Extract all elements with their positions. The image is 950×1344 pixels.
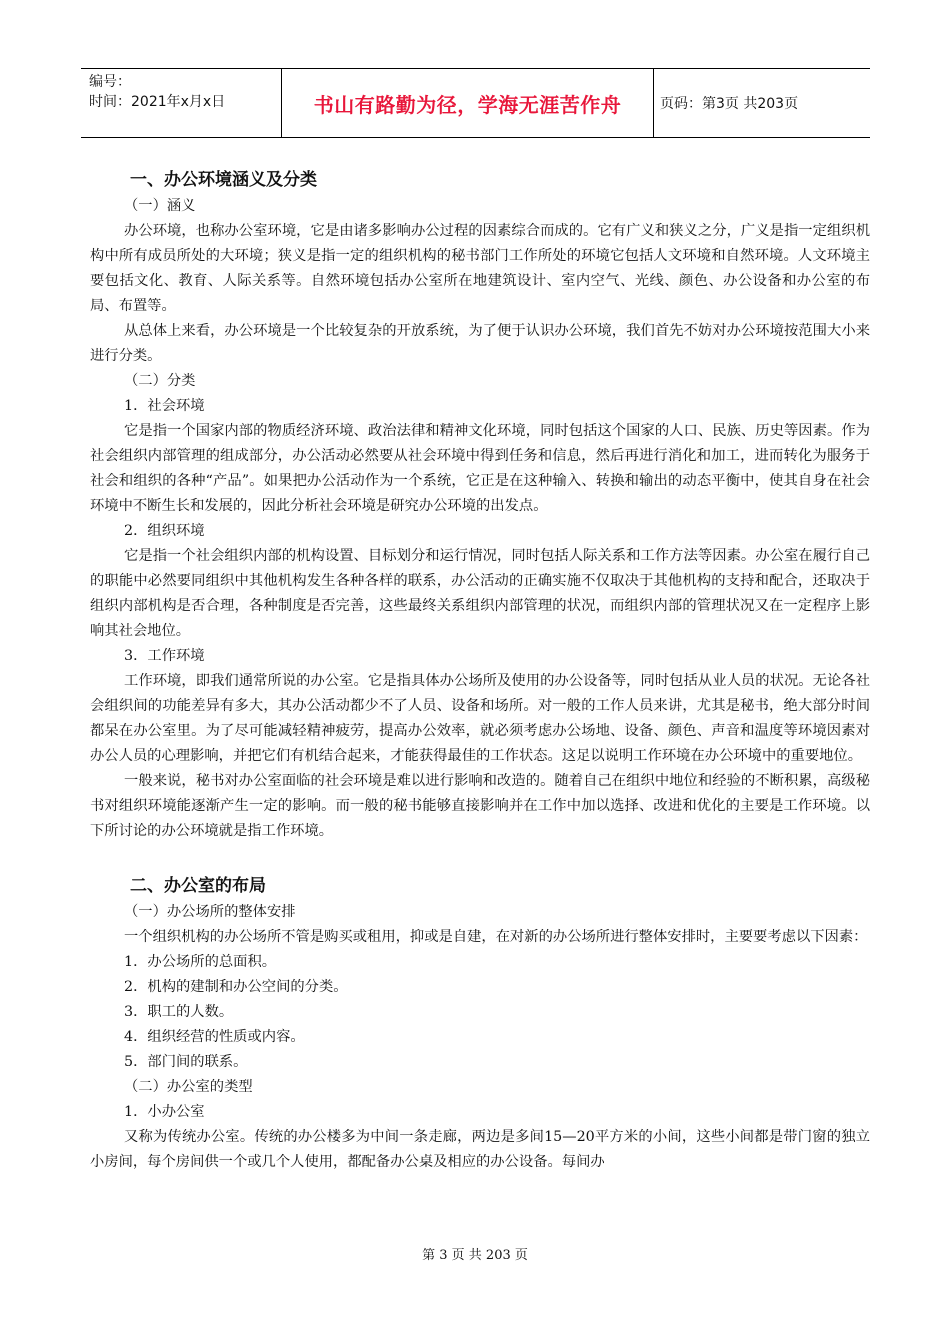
paragraph: 它是指一个社会组织内部的机构设置、目标划分和运行情况，同时包括人际关系和工作方法等因素。办公室在履行自己的职能中必然要同组织中其他机构发生各种各样的联系，办公活动的正确实施不仅取决于其他机构的支持和配合，还取决于组织内部机构是否合理，各种制度是否完善，这些最终关系组织内部管理的状况，而组织内部的管理状况又在一定程序上影响其社会地位。 <box>90 548 870 639</box>
list-item: 5．部门间的联系。 <box>124 1054 248 1070</box>
subsection-heading: （一）涵义 <box>124 198 196 214</box>
list-item: 1．办公场所的总面积。 <box>124 954 277 970</box>
paragraph: 它是指一个国家内部的物质经济环境、政治法律和精神文化环境，同时包括这个国家的人口、民族、历史等因素。作为社会组织内部管理的组成部分，办公活动必然要从社会环境中得到任务和信息，然后再进行消化和加工，进而转化为服务于社会和组织的各种“产品”。如果把办公活动作为一个系统，它正是在这种输入、转换和输出的动态平衡中，使其自身在社会环境中不断生长和发展的，因此分析社会环境是研究办公环境的出发点。 <box>90 423 870 514</box>
section-spacer <box>90 844 870 872</box>
paragraph: 工作环境，即我们通常所说的办公室。它是指具体办公场所及使用的办公设备等，同时包括从业人员的状况。无论各社会组织间的功能差异有多大，其办公活动都少不了人员、设备和场所。对一般的工作人员来讲，尤其是秘书，绝大部分时间都呆在办公室里。为了尽可能减轻精神疲劳，提高办公效率，就必须考虑办公场地、设备、颜色、声音和温度等环境因素对办公人员的心理影响，并把它们有机结合起来，才能获得最佳的工作状态。这足以说明工作环境在办公环境中的重要地位。 <box>90 673 870 764</box>
subsection-heading: （二）分类 <box>124 373 196 389</box>
paragraph: 又称为传统办公室。传统的办公楼多为中间一条走廊，两边是多间15—20平方米的小间，这些小间都是带门窗的独立小房间，每个房间供一个或几个人使用，都配备办公桌及相应的办公设备。每间办 <box>90 1129 870 1170</box>
list-item: 3．职工的人数。 <box>124 1004 234 1020</box>
numbered-heading: 2．组织环境 <box>124 523 205 539</box>
list-item: 4．组织经营的性质或内容。 <box>124 1029 305 1045</box>
document-body <box>90 166 870 1175</box>
page-header <box>81 68 870 138</box>
paragraph: 从总体上来看，办公环境是一个比较复杂的开放系统，为了便于认识办公环境，我们首先不妨对办公环境按范围大小来进行分类。 <box>90 323 870 364</box>
header-left-cell <box>81 69 281 137</box>
document-date-label: 时间：2021年x月x日 <box>89 94 226 110</box>
document-number-label: 编号： <box>89 74 131 90</box>
list-item: 2．机构的建制和办公空间的分类。 <box>124 979 348 995</box>
subsection-heading: （一）办公场所的整体安排 <box>124 904 296 920</box>
header-motto: 书山有路勤为径，学海无涯苦作舟 <box>281 69 654 137</box>
paragraph: 一个组织机构的办公场所不管是购买或租用，抑或是自建，在对新的办公场所进行整体安排时，主要要考虑以下因素： <box>124 929 868 945</box>
section-heading: 二、办公室的布局 <box>130 876 266 896</box>
subsection-heading: （二）办公室的类型 <box>124 1079 253 1095</box>
paragraph: 办公环境，也称办公室环境，它是由诸多影响办公过程的因素综合而成的。它有广义和狭义之分，广义是指一定组织机构中所有成员所处的大环境；狭义是指一定的组织机构的秘书部门工作所处的环境它包括人文环境和自然环境。人文环境主要包括文化、教育、人际关系等。自然环境包括办公室所在地建筑设计、室内空气、光线、颜色、办公设备和办公室的布局、布置等。 <box>90 223 870 314</box>
paragraph: 一般来说，秘书对办公室面临的社会环境是难以进行影响和改造的。随着自己在组织中地位和经验的不断积累，高级秘书对组织环境能逐渐产生一定的影响。而一般的秘书能够直接影响并在工作中加以选择、改进和优化的主要是工作环境。以下所讨论的办公环境就是指工作环境。 <box>90 773 870 839</box>
header-page-info: 页码：第3页 共203页 <box>660 96 799 112</box>
page-footer: 第 3 页 共 203 页 <box>422 1248 528 1263</box>
section-heading: 一、办公环境涵义及分类 <box>130 170 317 190</box>
numbered-heading: 1．小办公室 <box>124 1104 205 1120</box>
numbered-heading: 3．工作环境 <box>124 648 205 664</box>
numbered-heading: 1．社会环境 <box>124 398 205 414</box>
